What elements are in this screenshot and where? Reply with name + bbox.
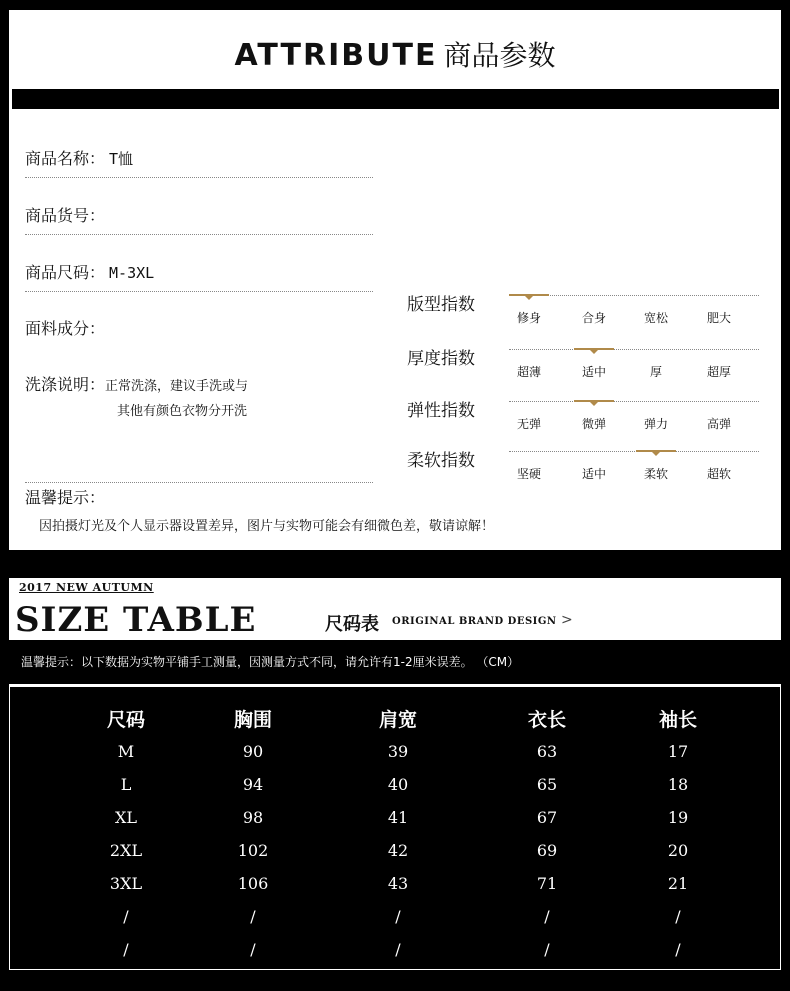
wash-row [25,372,248,400]
table-cell: / [123,940,129,959]
attribute-panel [9,10,781,550]
table-cell: 42 [387,841,409,860]
table-cell: 18 [667,775,689,794]
product-name-value: T恤 [109,150,134,168]
tip-label: 温馨提示： [25,488,106,507]
attribute-title [9,34,781,74]
table-cell: 69 [536,841,558,860]
size-table [9,686,781,970]
table-cell: / [395,940,401,959]
attribute-title-cn: 商品参数 [443,39,556,72]
table-cell: 39 [387,742,409,761]
table-cell: L [120,775,132,794]
table-cell: / [544,940,550,959]
index-label: 弹性指数 [407,401,475,421]
table-cell: / [250,907,256,926]
table-header-cell: 胸围 [233,709,272,731]
table-cell: 71 [536,874,558,893]
table-cell: XL [114,808,137,827]
product-sku-label: 商品货号： [25,206,106,225]
wash-instruction-line2: 其他有颜色衣物分开洗 [117,404,248,419]
table-header-cell: 衣长 [527,709,566,731]
table-header-cell: 尺码 [106,709,145,731]
size-year: 2017 NEW AUTUMN [19,581,154,594]
index-marker [574,400,614,402]
index-option: 无弹 [516,417,541,431]
wash-label: 洗涤说明： [25,375,106,394]
size-table-subtitle: ORIGINAL BRAND DESIGN [392,616,557,627]
table-cell: 90 [242,742,264,761]
table-cell: 98 [242,808,264,827]
index-label: 版型指数 [407,295,475,315]
index-scale-line [509,451,759,452]
index-marker [574,348,614,350]
table-cell: 17 [667,742,689,761]
index-option: 合身 [581,311,606,325]
table-cell: 63 [536,742,558,761]
fabric-row [25,316,105,339]
table-cell: 40 [387,775,409,794]
table-cell: 3XL [109,874,143,893]
index-label: 柔软指数 [407,451,475,471]
index-option: 宽松 [643,311,668,325]
table-cell: / [123,907,129,926]
attribute-divider-bar [12,89,779,109]
table-cell: 43 [387,874,409,893]
table-cell: 94 [242,775,264,794]
index-scale-line [509,401,759,402]
product-name-row [25,146,373,178]
table-cell: / [675,940,681,959]
index-option: 坚硬 [516,467,541,481]
index-option: 柔软 [643,467,668,481]
size-table-title-cn: 尺码表 [325,614,379,635]
index-label: 厚度指数 [407,349,475,369]
table-cell: 106 [237,874,269,893]
product-sku-row [25,203,373,235]
table-cell: 19 [667,808,689,827]
index-option: 超厚 [706,365,731,379]
index-option: 微弹 [581,417,606,431]
index-option: 超软 [706,467,731,481]
index-option: 厚 [649,365,662,379]
chevron-right-icon: > [561,612,573,628]
index-option: 适中 [581,365,606,379]
table-cell: 102 [237,841,269,860]
table-cell: 2XL [109,841,143,860]
table-cell: 20 [667,841,689,860]
table-cell: / [675,907,681,926]
table-cell: M [117,742,135,761]
product-size-label: 商品尺码： [25,263,106,282]
size-note: 温馨提示：以下数据为实物平铺手工测量，因测量方式不同，请允许有1-2厘米误差。 （CM） [21,655,520,669]
index-option: 适中 [581,467,606,481]
product-name-label: 商品名称： [25,149,106,168]
index-marker [509,294,549,296]
table-cell: 21 [667,874,689,893]
table-header-cell: 肩宽 [378,709,417,731]
index-marker [636,450,676,452]
size-table-title: SIZE TABLE [15,600,257,640]
index-scale-line [509,349,759,350]
table-cell: / [544,907,550,926]
product-size-value: M-3XL [109,264,155,282]
index-option: 高弹 [706,417,731,431]
table-cell: 67 [536,808,558,827]
table-cell: / [395,907,401,926]
wash-instruction-line1: 正常洗涤，建议手洗或与 [105,379,249,394]
table-header-cell: 袖长 [658,709,697,731]
table-cell: 41 [387,808,409,827]
size-table-header [9,578,781,686]
index-option: 肥大 [706,311,731,325]
index-option: 超薄 [516,365,541,379]
attribute-title-en: ATTRIBUTE [234,38,438,73]
tip-divider [25,482,373,483]
tip-text: 因拍摄灯光及个人显示器设置差异，图片与实物可能会有细微色差，敬请谅解！ [39,519,495,534]
index-option: 弹力 [643,417,668,431]
product-size-row [25,260,373,292]
fabric-label: 面料成分： [25,319,106,338]
table-cell: 65 [536,775,558,794]
index-option: 修身 [516,311,541,325]
table-cell: / [250,940,256,959]
